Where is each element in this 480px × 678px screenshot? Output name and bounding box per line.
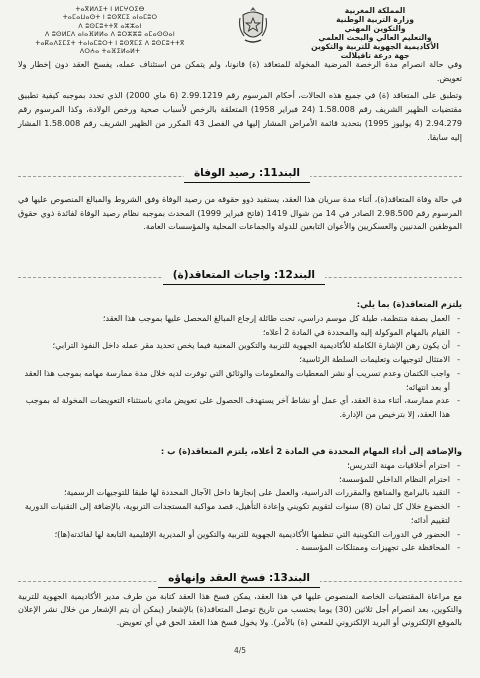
letterhead-left-line: ⵜⴰⵎⴰⵡⴰⵙⵜ ⵏ ⵓⵙⴳⵎⵉ ⴰⵏⴰⵎⵓⵔ (62, 14, 158, 22)
letterhead-left-line: ⴷ ⵓⵙⵍⵎⴷ ⴰⵏⴰⴼⵍⵍⴰ ⴷ ⵓⵔⵣⵣⵓ ⴰⵎⴰⵙⵙⴰⵏ (45, 31, 175, 39)
section-paragraph: مع مراعاة المقتضيات الخاصة المنصوص عليها في هذا العقد، يمكن فسخ هذا العقد كتابة من طرف مدير الأكاديمية الجهوية للتربية والتكوين، بعد انصرام أجل ثلاثين (30) يوما يحتسب من تاريخ توصل المتعاقد(ة) بالإشعار (يمكن أن يتم الإشعار من خلال نشر الإعلان بالموقع الإلكتروني أو البريد الإلكتروني للمعني (ة) بالأمر). ولا يخول فسخ هذا العقد الحق في أي تعويض. (18, 591, 462, 628)
letterhead-right-line: وزارة التربية الوطنية (336, 15, 414, 24)
letterhead-right-line: الأكاديمية الجهوية للتربية والتكوين (311, 42, 439, 51)
list-item: - القيام بالمهام الموكولة إليه والمحددة في المادة 2 أعلاه؛ (18, 326, 462, 340)
letterhead-left-line: ⴷⵔⵄⴰ ⵜⴰⴼⵉⵍⴰⵍⵜ (79, 48, 141, 56)
letterhead-left-line: ⴷ ⵓⵙⵎⵓⵜⵜⴳ ⴰⵣⵣⴰⵏ (78, 22, 142, 30)
letterhead-right-line: جهة درعة تافيلالت (340, 51, 410, 60)
section-paragraph: في حالة وفاة المتعاقد(ة)، أثناء مدة سريان هذا العقد، يستفيد ذوو حقوقه من رصيد الوفاة وفق الشروط والمبالغ المنصوص عليها في المرسوم رقم 2.98.500 الصادر في 14 من شوال 1419 (فاتح فبراير 1999) المحدث بموجبه نظام رصيد الوفاة لفائدة ذوي حقوق الموظفين المدنيين والعسكريين والأعوان التابعين للدولة والجماعات المحلية والمؤسسات العامة. (18, 194, 462, 232)
letterhead-right-line: المملكة المغربية (344, 6, 406, 15)
letterhead-left-line: ⵜⴰⴽⴰⴷⵉⵎⵉⵜ ⵜⴰⵏⴰⵎⵓⵔⵜ ⵏ ⵓⵙⴳⵎⵉ ⴷ ⵓⵙⵎⵓⵜⵜⴳ (35, 39, 185, 47)
page-number: 4/5 (233, 646, 247, 655)
letterhead-right-line: والتعليم العالي والبحث العلمي (318, 33, 432, 42)
letterhead-right-line: والتكوين المهني (344, 24, 406, 33)
additional-obligations-lead: والإضافة إلى أداء المهام المحددة في المادة 2 أعلاه، يلتزم المتعاقد(ة) ب : (160, 446, 462, 456)
obligations-lead: يلتزم المتعاقد(ة) بما يلي: (356, 299, 462, 309)
list-item: - التقيد بالبرامج والمناهج والمقررات الدراسية، والعمل على إنجازها داخل الآجال المحددة لها طبقا للتوجيهات الرسمية؛ (18, 486, 462, 500)
list-item: - الامتثال لتوجيهات وتعليمات السلطة الرئاسية؛ (18, 353, 462, 367)
letterhead-left-line: ⵜⴰⴳⵍⴷⵉⵜ ⵏ ⵍⵎⵖⵔⵉⴱ (75, 6, 145, 13)
list-item: - الخضوع خلال كل ثمان (8) سنوات لتقويم تكويني وإعادة التأهيل، قصد مواكبة المستجدات التربوية، بالإضافة إلى التقنيات الدورية لتقييم أدائه؛ (18, 500, 462, 527)
intro-paragraph: وفي حالة انصرام مدة الرخصة المرضية المخولة للمتعاقد (ة) قانونا، ولم يتمكن من استئناف عمله، يفسخ العقد دون إخطار ولا تعويض. (18, 59, 462, 83)
section-title: البند13: فسخ العقد وإنهاؤه (158, 570, 320, 588)
section-13-body (18, 590, 462, 630)
list-item: - أن يكون رهن الإشارة الكاملة للأكاديمية الجهوية للتربية والتكوين المعنية فيما يخص تحديد مقر عمله داخل النفوذ الترابي؛ (18, 339, 462, 353)
section-12-heading (163, 263, 325, 285)
obligations-list (18, 312, 462, 422)
list-item: - احترام أخلاقيات مهنة التدريس؛ (18, 459, 462, 473)
section-title: البند12: واجبات المتعاقد(ة) (163, 267, 325, 285)
letterhead-arabic (280, 6, 470, 60)
list-item: - احترام النظام الداخلي للمؤسسة؛ (18, 473, 462, 487)
letterhead (10, 4, 470, 60)
coat-of-arms-icon (237, 6, 269, 46)
section-11-heading (184, 161, 310, 183)
section-11-body (18, 193, 462, 234)
intro-block (18, 58, 462, 144)
list-item: - عدم ممارسة، أثناء مدة العقد، أي عمل أو نشاط آخر يستهدف الحصول على تعويض مادي باستثناء التعويضات المخولة له بموجب هذا العقد، إلا بترخيص من الإدارة. (18, 394, 462, 421)
intro-paragraph: وتطبق على المتعاقد (ة) في جميع هذه الحالات، أحكام المرسوم رقم 2.99.1219 (6 ماي 2000) الذي تحدد بموجبه كيفية تطبيق مقتضيات الظهير الشريف رقم 1.58.008 (24 فبراير 1958) المتعلقة بالرخص لأسباب صحية ورخص الولادة، وكذا المرسوم رقم 2.94.279 (4 يوليوز 1995) بتحديد قائمة الأمراض المشار إليها في الفصل 43 المكرر من الظهير الشريف رقم 1.58.008 المشار إليه سابقا. (18, 90, 462, 142)
section-title: البند11: رصيد الوفاة (184, 165, 310, 183)
list-item: - العمل بصفة منتظمة، طيلة كل موسم دراسي، تحت طائلة إرجاع المبالغ المحصل عليها بموجب هذا العقد؛ (18, 312, 462, 326)
additional-obligations-list (18, 459, 462, 555)
list-item: - المحافظة على تجهيزات وممتلكات المؤسسة . (18, 541, 462, 555)
list-item: - الحضور في الدورات التكوينية التي تنظمها الأكاديمية الجهوية للتربية والتكوين أو المديرية الإقليمية التابعة لها لفائدته(ها)؛ (18, 528, 462, 542)
letterhead-tifinagh (10, 6, 210, 56)
section-13-heading (158, 566, 320, 588)
list-item: - واجب الكتمان وعدم تسريب أو نشر المعطيات والمعلومات والوثائق التي توفرت لديه خلال مدة ممارسة مهامه بموجب هذا العقد أو بعد انتهائه؛ (18, 367, 462, 394)
